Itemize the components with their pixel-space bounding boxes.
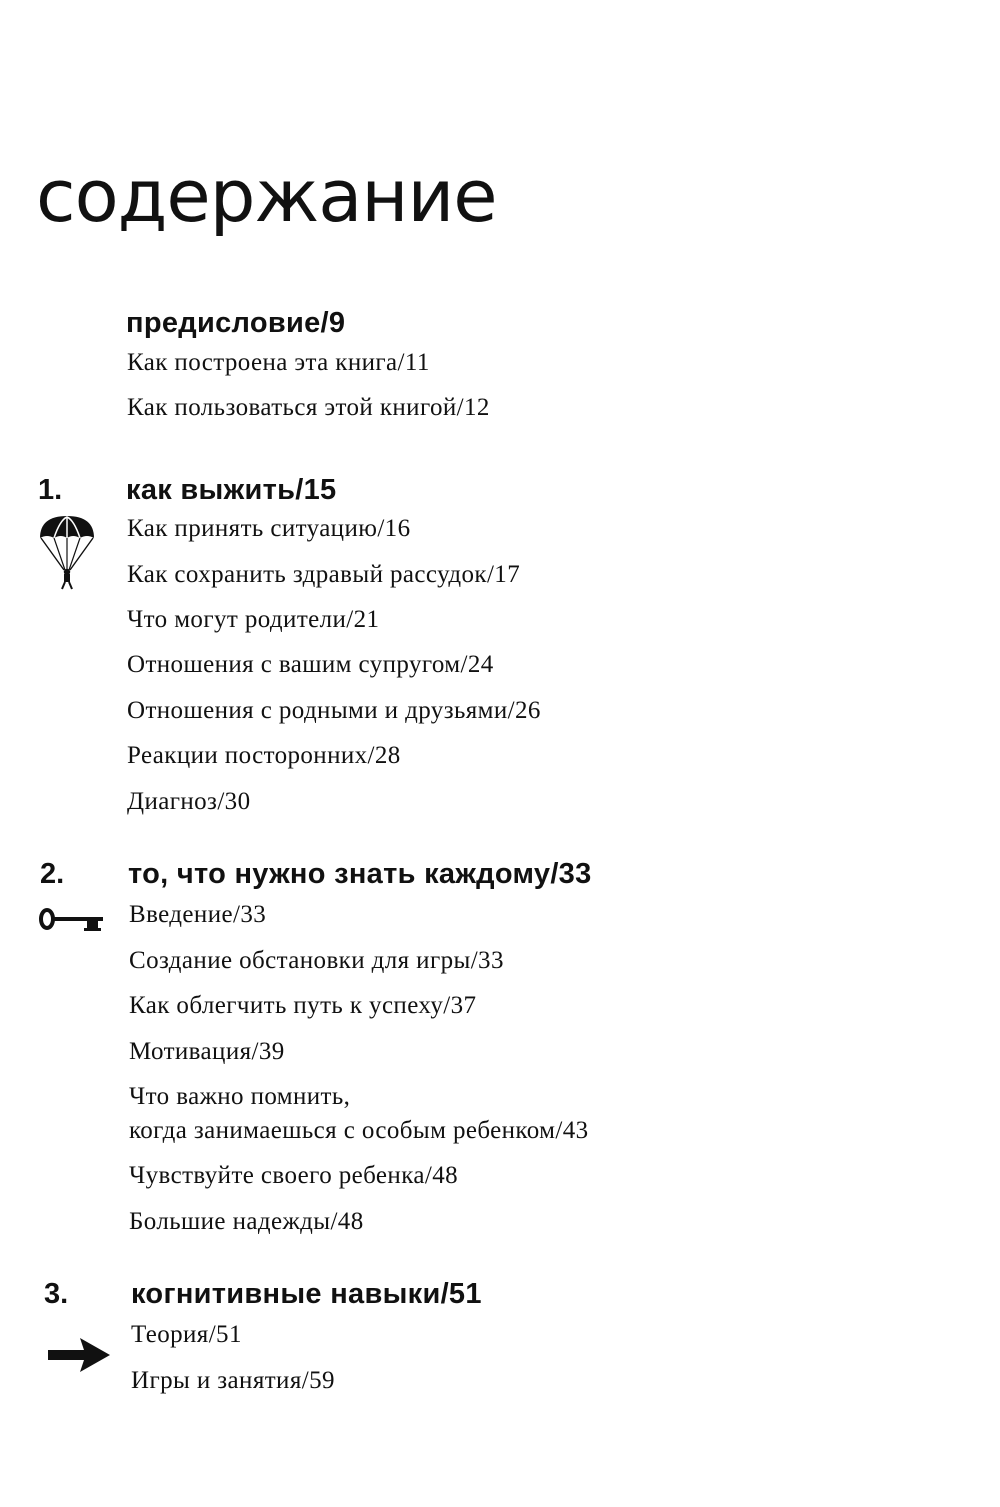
toc-entry[interactable]: Создание обстановки для игры/33 (129, 947, 504, 974)
arrow-right-icon (46, 1336, 112, 1374)
toc-entry[interactable]: Большие надежды/48 (129, 1208, 364, 1235)
toc-entry[interactable]: Как принять ситуацию/16 (127, 515, 411, 542)
toc-entry[interactable]: Мотивация/39 (129, 1038, 285, 1065)
toc-entry[interactable]: Как пользоваться этой книгой/12 (127, 394, 490, 421)
key-icon (38, 904, 108, 934)
toc-entry[interactable]: Игры и занятия/59 (131, 1367, 335, 1394)
toc-heading-section-3[interactable]: когнитивные навыки/51 (131, 1278, 482, 1310)
toc-entry-line-2[interactable]: когда занимаешься с особым ребенком/43 (129, 1117, 589, 1144)
toc-entry[interactable]: Как сохранить здравый рассудок/17 (127, 561, 521, 588)
section-number: 3. (44, 1278, 69, 1310)
toc-entry-line-1[interactable]: Что важно помнить, (129, 1083, 351, 1110)
toc-entry[interactable]: Что могут родители/21 (127, 606, 380, 633)
toc-entry[interactable]: Теория/51 (131, 1321, 242, 1348)
toc-entry[interactable]: Как построена эта книга/11 (127, 349, 430, 376)
toc-entry[interactable]: Отношения с родными и друзьями/26 (127, 697, 541, 724)
toc-entry[interactable]: Введение/33 (129, 901, 267, 928)
parachute-icon (36, 512, 98, 590)
toc-entry[interactable]: Отношения с вашим супругом/24 (127, 651, 494, 678)
toc-entry[interactable]: Чувствуйте своего ребенка/48 (129, 1162, 459, 1189)
toc-heading-section-2[interactable]: то, что нужно знать каждому/33 (128, 858, 592, 890)
section-number: 2. (40, 858, 65, 890)
toc-entry[interactable]: Реакции посторонних/28 (127, 742, 401, 769)
toc-heading-preface[interactable]: предисловие/9 (126, 307, 346, 339)
page-title: содержание (36, 154, 497, 238)
toc-entry[interactable]: Как облегчить путь к успеху/37 (129, 992, 477, 1019)
section-number: 1. (38, 474, 63, 506)
toc-entry[interactable]: Диагноз/30 (127, 788, 251, 815)
toc-heading-section-1[interactable]: как выжить/15 (126, 474, 337, 506)
